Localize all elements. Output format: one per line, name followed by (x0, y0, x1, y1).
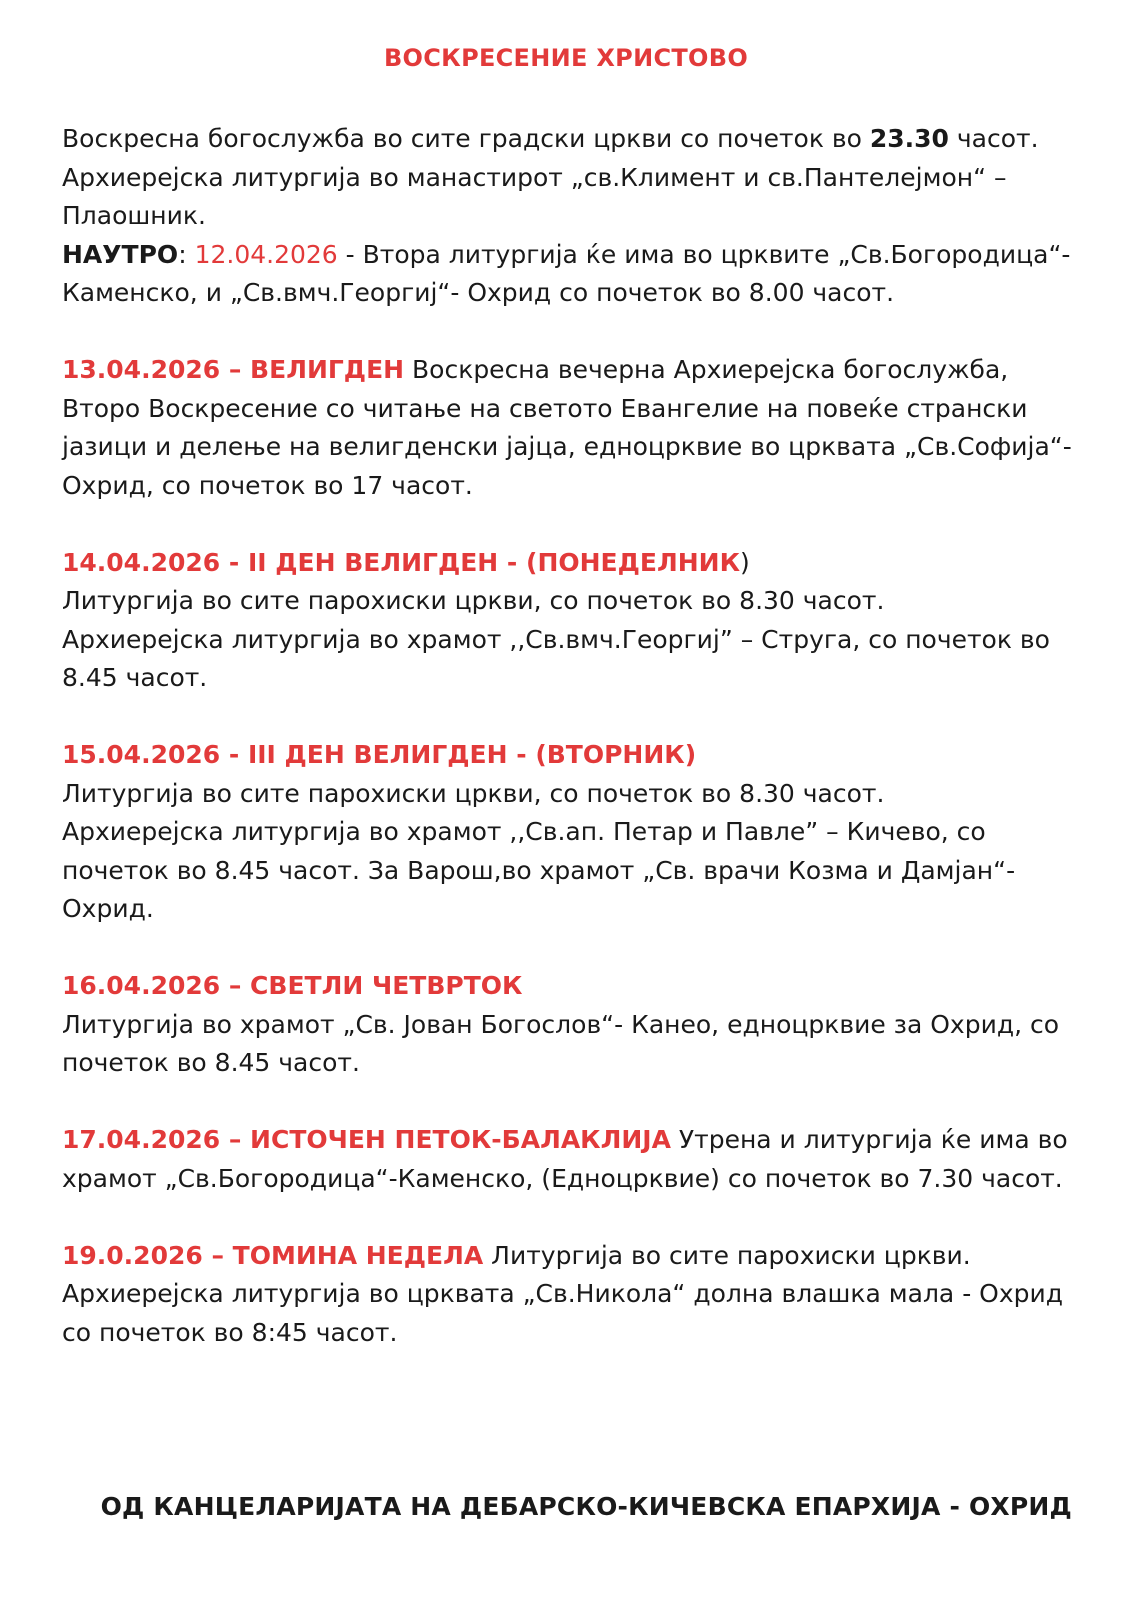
section-heading: 19.0.2026 – ТОМИНА НЕДЕЛА (62, 1240, 484, 1270)
section-velikden: 13.04.2026 – ВЕЛИГДЕН Воскресна вечерна Архиерејска богослужба, Второ Воскресение со читање на светото Евангелие на повеќе странски јазици и делење на велигденски јајца, едноцрквие во црквата „Св.Софија“- Охрид, со почеток во 17 часот. (62, 355, 1072, 500)
section-heading: 16.04.2026 – СВЕТЛИ ЧЕТВРТОК (62, 971, 523, 1000)
section-second-day: 14.04.2026 - II ДЕН ВЕЛИГДЕН - (ПОНЕДЕЛНИК) (62, 547, 750, 577)
service-time: 23.30 (869, 124, 949, 153)
section-thomas-sunday: 19.0.2026 – ТОМИНА НЕДЕЛА Литургија во сите парохиски цркви. (62, 1240, 971, 1270)
document-title: ВОСКРЕСЕНИЕ ХРИСТОВО (383, 44, 749, 72)
section-bright-thursday (62, 967, 1072, 1006)
section-heading: 14.04.2026 - II ДЕН ВЕЛИГДЕН - (ПОНЕДЕЛНИК (62, 547, 741, 577)
section-heading: 13.04.2026 – ВЕЛИГДЕН (62, 355, 405, 384)
section-heading: 17.04.2026 – ИСТОЧЕН ПЕТОК-БАЛАКЛИЈА (62, 1125, 671, 1154)
section-good-friday: 17.04.2026 – ИСТОЧЕН ПЕТОК-БАЛАКЛИЈА Утрена и литургија ќе има во храмот „Св.Богородица“-Каменско, (Едноцрквие) со почеток во 7.30 часот. (62, 1125, 1068, 1193)
intro-line-2: Архиерејска литургија во манастирот „св.Климент и св.Пантелејмон“ – Плаошник. (62, 162, 1007, 230)
morning-paragraph: НАУТРО: 12.04.2026 - Втора литургија ќе има во црквите „Св.Богородица“-Каменско, и „Св.вмч.Георгиј“- Охрид со почеток во 8.00 часот. (62, 239, 1071, 307)
intro-paragraph: Воскресна богослужба во сите градски цркви со почеток во 23.30 часот. (62, 124, 1039, 153)
document-signature: ОД КАНЦЕЛАРИЈАТА НА ДЕБАРСКО-КИЧЕВСКА ЕПАРХИЈА - ОХРИД (100, 1492, 1072, 1521)
morning-date: 12.04.2026 (194, 239, 338, 269)
section-third-day (62, 736, 1072, 775)
document-body: Воскресна богослужба во сите градски цркви со почеток во 23.30 часот. Архиерејска литургија во манастирот „св.Климент и св.Пантелејмон“ – Плаошник. НАУТРО: 12.04.2026 - Втора литургија ќе има во црквите „Св.Богородица“-Каменско, и „Св.вмч.Георгиј“- Охрид со почеток во 8.00 часот. 13.04.2026 – ВЕЛИГДЕН Воскресна вечерна Архиерејска богослужба, Второ Воскресение со читање на светото Евангелие на повеќе странски јазици и делење на велигденски јајца, едноцрквие во црквата „Св.Софија“- Охрид, со почеток во 17 часот. 14.04.2026 - II ДЕН ВЕЛИГДЕН - (ПОНЕДЕЛНИК) Литургија во сите парохиски цркви, со почеток во 8.30 часот. Архиерејска литургија во храмот ,,Св.вмч.Георгиј” – Струга, со почеток во 8.45 часот. 15.04.2026 - III ДЕН ВЕЛИГДЕН - (ВТОРНИК) Литургија во сите парохиски цркви, со почеток во 8.30 часот. Архиерејска литургија во храмот ,,Св.ап. Петар и Павле” – Кичево, со почеток во 8.45 часот. За Варош,во храмот „Св. врачи Козма и Дамјан“- Охрид. 16.04.2026 – СВЕТЛИ ЧЕТВРТОК Литургија во храмот „Св. Јован Богослов“- Канео, едноцрквие за Охрид, со почеток во 8.45 часот. 17.04.2026 – ИСТОЧЕН ПЕТОК-БАЛАКЛИЈА Утрена и литургија ќе има во храмот „Св.Богородица“-Каменско, (Едноцрквие) со почеток во 7.30 часот. 19.0.2026 – ТОМИНА НЕДЕЛА Литургија во сите парохиски цркви. Архиерејска литургија во црквата „Св.Никола“ долна влашка мала - Охрид со почеток во 8:45 часот. (62, 120, 1072, 1352)
morning-label: НАУТРО (62, 239, 179, 269)
section-heading: 15.04.2026 - III ДЕН ВЕЛИГДЕН - (ВТОРНИК) (62, 740, 697, 769)
